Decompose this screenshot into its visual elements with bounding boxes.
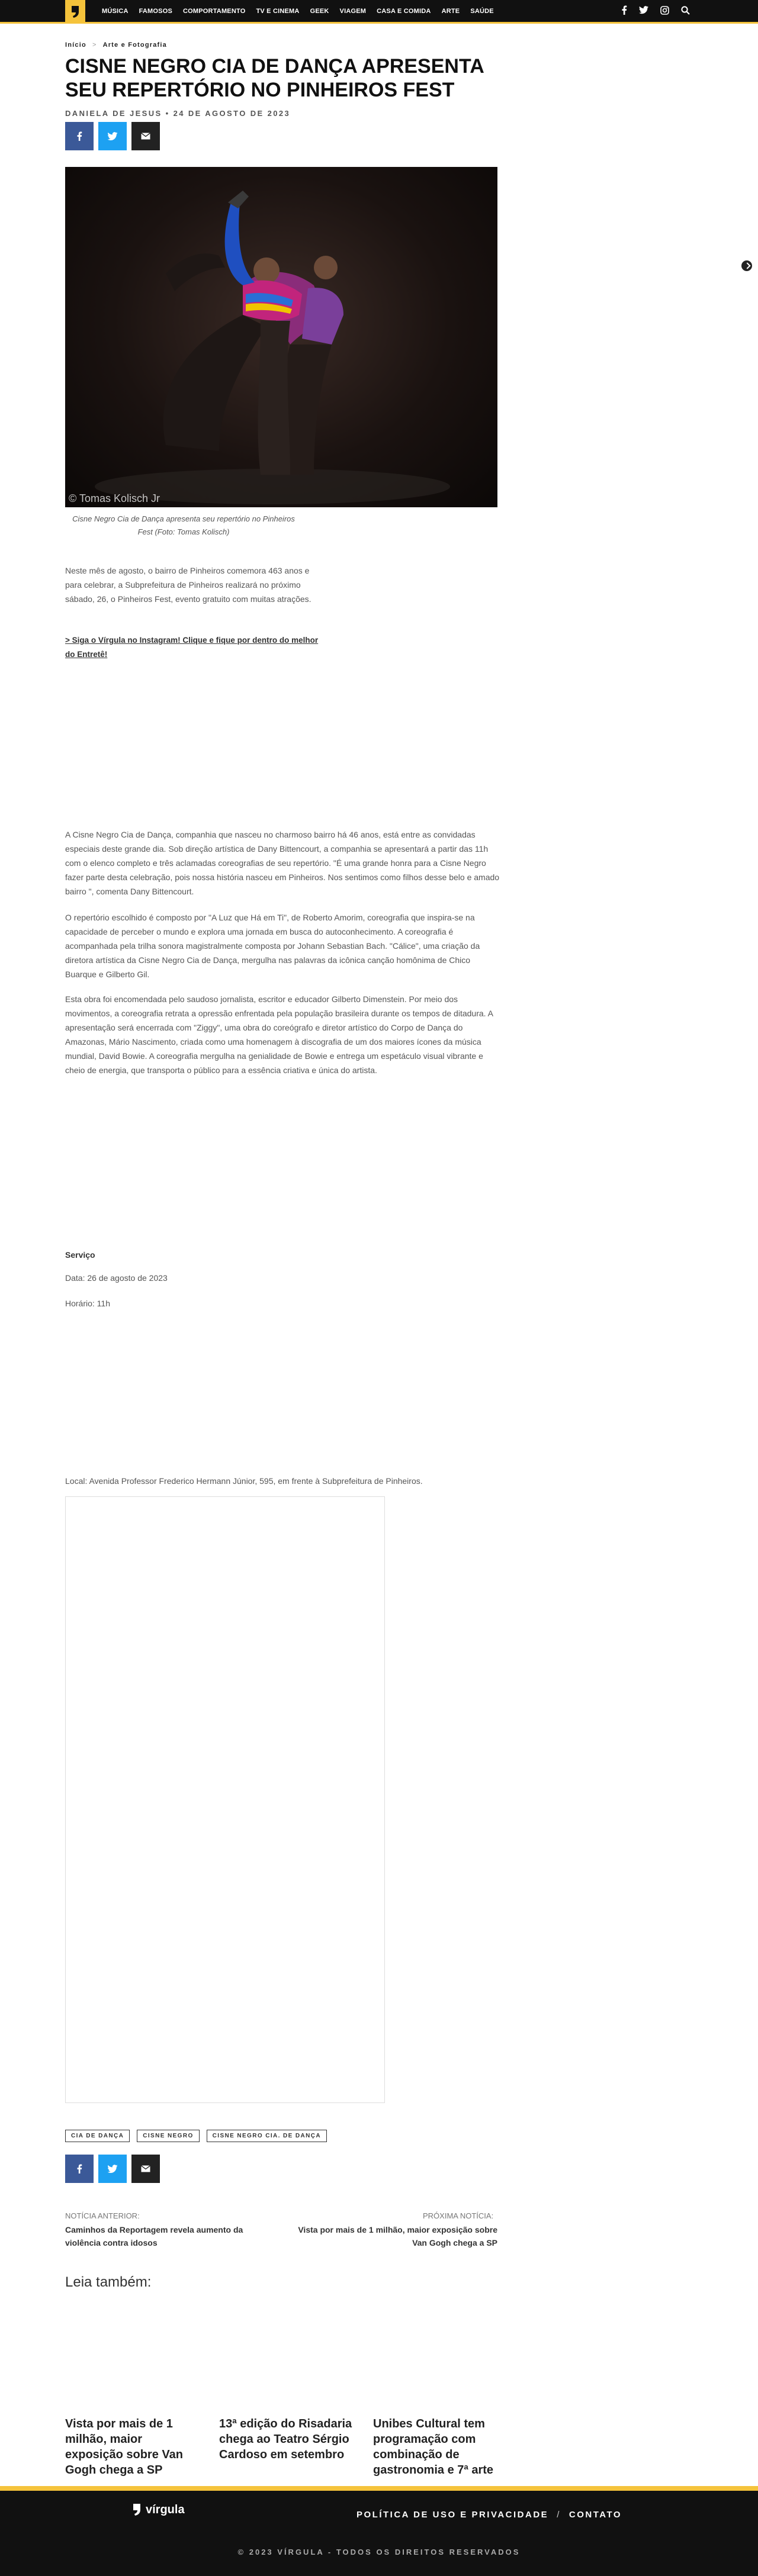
footer-accent-bar [0,2486,758,2491]
article-paragraph-1: A Cisne Negro Cia de Dança, companhia que nasceu no charmoso bairro há 46 anos, está entre as convidadas especiais deste grande dia. Sob direção artística de Dany Bittencourt, a companhia se apresentará a partir das 11h com o elenco completo e três aclamadas coreografias de seu repertório. "É uma grande honra para a Cisne Negro fazer parte desta celebração, pois nossa história nasceu em Pinheiros. Nos sentimos como filhos desse belo e amado bairro ", comenta Dany Bittencourt. [65,830,500,896]
prev-article-link[interactable]: Caminhos da Reportagem revela aumento da violência contra idosos [65,2225,243,2247]
facebook-icon [76,2163,82,2174]
related-article-1[interactable]: Vista por mais de 1 milhão, maior exposição sobre Van Gogh chega a SP [65,2417,183,2477]
share-buttons-top [65,122,160,150]
top-social-icons [621,0,690,22]
nav-item-viagem[interactable]: VIAGEM [339,8,367,15]
service-date: Data: 26 de agosto de 2023 [65,1273,168,1283]
share-email-button[interactable] [131,122,160,150]
share-twitter-button[interactable] [98,2155,127,2183]
article-paragraph-3: Esta obra foi encomendada pelo saudoso jornalista, escritor e educador Gilberto Dimenstein. Por meio dos movimentos, a coreografia retrata a opressão enfrentada pela população brasileira durante os tempos de ditadura. A apresentação será encerrada com "Ziggy", uma obra do coreógrafo e diretor artístico do Corpo de Dança do Amazonas, Mário Nascimento, criada como uma homenagem à discografia de um dos maiores ícones da música mundial, David Bowie. A coreografia mergulha na genialidade de Bowie e entrega um espetáculo visual vibrante e cheio de energia, que transporta o público para a essência criativa e única do artista. [65,994,493,1075]
nav-item-famosos[interactable]: FAMOSOS [139,8,172,15]
nav-item-arte[interactable]: ARTE [441,8,460,15]
site-logo[interactable] [65,0,85,24]
breadcrumb-separator: > [92,41,97,49]
related-article-3[interactable]: Unibes Cultural tem programação com combinação de gastronomia e 7ª arte [373,2417,494,2477]
service-heading: Serviço [65,1250,95,1260]
nav-item-saude[interactable]: SAÚDE [470,8,494,15]
related-article-2[interactable]: 13ª edição do Risadaria chega ao Teatro Sérgio Cardoso em setembro [219,2417,352,2461]
article-paragraph-2: O repertório escolhido é composto por "A Luz que Há em Ti", de Roberto Amorim, coreografia que inspira-se na capacidade de perceber o mundo e explora uma jornada em busca do autoconhecimento. A coreografia é acompanhada pela trilha sonora magistralmente composta por Johann Sebastian Bach. "Cálice", uma criação da diretora artística da Cisne Negro Cia de Dança, mergulha nas palavras da icônica canção homônima de Chico Buarque e Gilberto Gil. [65,913,480,979]
service-time: Horário: 11h [65,1299,111,1308]
top-navbar [0,0,758,24]
nav-item-musica[interactable]: MÚSICA [102,8,129,15]
footer-links [356,2510,622,2520]
share-email-button[interactable] [131,2155,160,2183]
envelope-icon [141,133,150,140]
twitter-icon [107,2165,118,2174]
nav-item-comportamento[interactable]: COMPORTAMENTO [183,8,246,15]
share-twitter-button[interactable] [98,122,127,150]
share-facebook-button[interactable] [65,122,94,150]
article-title: CISNE NEGRO CIA DE DANÇA APRESENTA SEU REPERTÓRIO NO PINHEIROS FEST [65,55,484,101]
tag-cisne-negro-cia[interactable]: CISNE NEGRO CIA. DE DANÇA [207,2130,327,2142]
facebook-icon [76,131,82,141]
service-location: Local: Avenida Professor Frederico Hermann Júnior, 595, em frente à Subprefeitura de Pinheiros. [65,1476,423,1486]
article-hero-image [65,167,497,507]
image-caption: Cisne Negro Cia de Dança apresenta seu repertório no Pinheiros Fest (Foto: Tomas Kolisch) [72,514,295,536]
article-byline: DANIELA DE JESUS • 24 DE AGOSTO DE 2023 [65,109,291,118]
footer-link-separator: / [557,2510,561,2520]
next-article-label: PRÓXIMA NOTÍCIA: [423,2211,494,2220]
contact-link[interactable]: CONTATO [568,2510,622,2520]
facebook-icon[interactable] [621,5,627,17]
instagram-icon[interactable] [660,6,669,17]
instagram-follow-link[interactable]: > Siga o Vírgula no Instagram! Clique e fique por dentro do melhor do Entretê! [65,636,319,659]
main-nav [102,0,494,22]
envelope-icon [141,2165,150,2172]
dancers-photo [65,167,497,507]
twitter-icon [107,132,118,141]
embedded-map-frame[interactable] [65,1496,385,2103]
site-footer [0,2491,758,2576]
next-article-link[interactable]: Vista por mais de 1 milhão, maior exposição sobre Van Gogh chega a SP [298,2225,497,2247]
article-intro: Neste mês de agosto, o bairro de Pinheiros comemora 463 anos e para celebrar, a Subprefeitura de Pinheiros realizará no próximo sábado, 26, o Pinheiros Fest, evento gratuito com muitas atrações. [65,566,311,604]
nav-item-casa-comida[interactable]: CASA E COMIDA [377,8,431,15]
breadcrumb-section[interactable]: Arte e Fotografia [102,41,167,49]
tag-cisne-negro[interactable]: CISNE NEGRO [137,2130,199,2142]
breadcrumb-home[interactable]: Início [65,41,86,49]
nav-item-tv-cinema[interactable]: TV E CINEMA [256,8,300,15]
twitter-icon[interactable] [639,6,648,17]
scroll-arrow-icon[interactable] [741,260,752,271]
logo-comma-icon [70,5,81,19]
related-heading: Leia também: [65,2274,152,2290]
breadcrumb [65,41,167,49]
nav-item-geek[interactable]: GEEK [310,8,329,15]
article-tags [65,2130,327,2142]
copyright-text: © 2023 VÍRGULA - TODOS OS DIREITOS RESERVADOS [237,2548,521,2556]
privacy-policy-link[interactable]: POLÍTICA DE USO E PRIVACIDADE [356,2510,549,2520]
share-buttons-bottom [65,2155,160,2183]
tag-cia-de-danca[interactable]: CIA DE DANÇA [65,2130,130,2142]
search-icon[interactable] [681,6,690,17]
logo-comma-icon [131,2503,142,2517]
photo-watermark: © Tomas Kolisch Jr [69,492,160,504]
footer-logo[interactable] [131,2503,185,2517]
footer-logo-text: vírgula [146,2503,185,2516]
share-facebook-button[interactable] [65,2155,94,2183]
prev-article-label: NOTÍCIA ANTERIOR: [65,2211,140,2220]
